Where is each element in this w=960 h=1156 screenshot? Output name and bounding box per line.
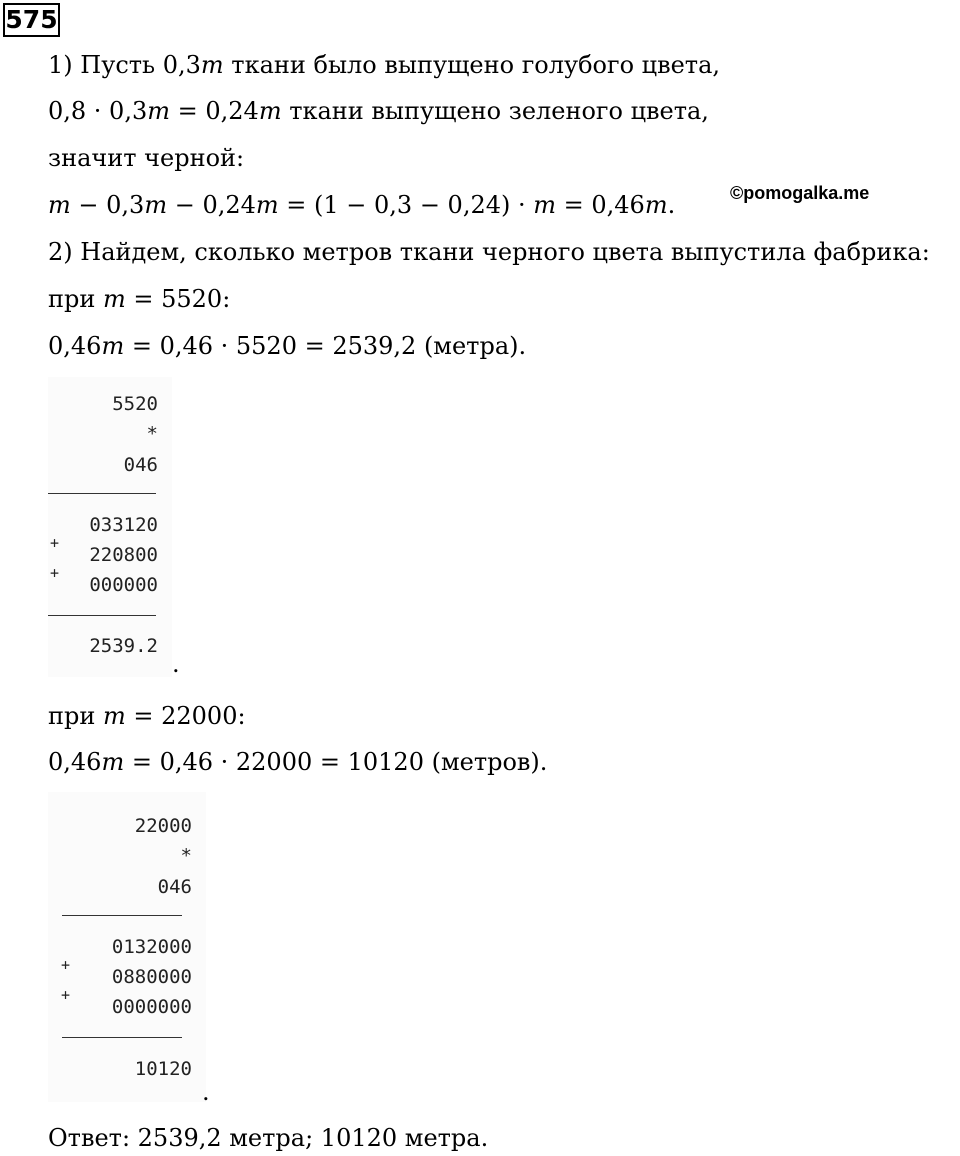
- plus-sign: +: [61, 956, 71, 974]
- column-multiplication-1: [48, 377, 172, 677]
- partial-product: 033120: [89, 514, 158, 536]
- answer-line: Ответ: 2539,2 метра; 10120 метра.: [48, 1124, 489, 1152]
- period: .: [202, 1078, 210, 1106]
- multiplicand: 5520: [112, 393, 158, 415]
- partial-product: 0000000: [111, 996, 192, 1018]
- plus-sign: +: [61, 986, 71, 1004]
- divider-line: [62, 1037, 182, 1038]
- line-1: 1) Пусть 0,3m ткани было выпущено голубого цвета,: [48, 51, 721, 79]
- partial-product: 0132000: [111, 936, 192, 958]
- line-9: 0,46m = 0,46 · 22000 = 10120 (метров).: [48, 748, 548, 776]
- product-result: 10120: [134, 1058, 192, 1080]
- line-6: при m = 5520:: [48, 285, 231, 313]
- operator: *: [180, 845, 192, 867]
- multiplier: 046: [123, 454, 158, 476]
- line-7: 0,46m = 0,46 · 5520 = 2539,2 (метра).: [48, 332, 527, 360]
- partial-product: 000000: [89, 574, 158, 596]
- watermark: ©pomogalka.me: [730, 183, 870, 203]
- multiplicand: 22000: [134, 815, 192, 837]
- plus-sign: +: [50, 534, 60, 552]
- partial-product: 0880000: [111, 966, 192, 988]
- divider-line: [48, 493, 156, 494]
- line-4-equation: m − 0,3m − 0,24m = (1 − 0,3 − 0,24) · m = 0,46m.: [48, 191, 676, 219]
- divider-line: [48, 615, 156, 616]
- operator: *: [146, 423, 158, 445]
- line-2: 0,8 · 0,3m = 0,24m ткани выпущено зеленого цвета,: [48, 97, 709, 125]
- line-5: 2) Найдем, сколько метров ткани черного цвета выпустила фабрика:: [48, 238, 930, 266]
- product-result: 2539.2: [89, 635, 158, 657]
- period: .: [172, 650, 180, 678]
- plus-sign: +: [50, 564, 60, 582]
- partial-product: 220800: [89, 544, 158, 566]
- column-multiplication-2: [48, 792, 206, 1102]
- multiplier: 046: [157, 876, 192, 898]
- divider-line: [62, 915, 182, 916]
- line-8: при m = 22000:: [48, 702, 246, 730]
- line-3: значит черной:: [48, 144, 245, 172]
- problem-number: 575: [3, 3, 60, 37]
